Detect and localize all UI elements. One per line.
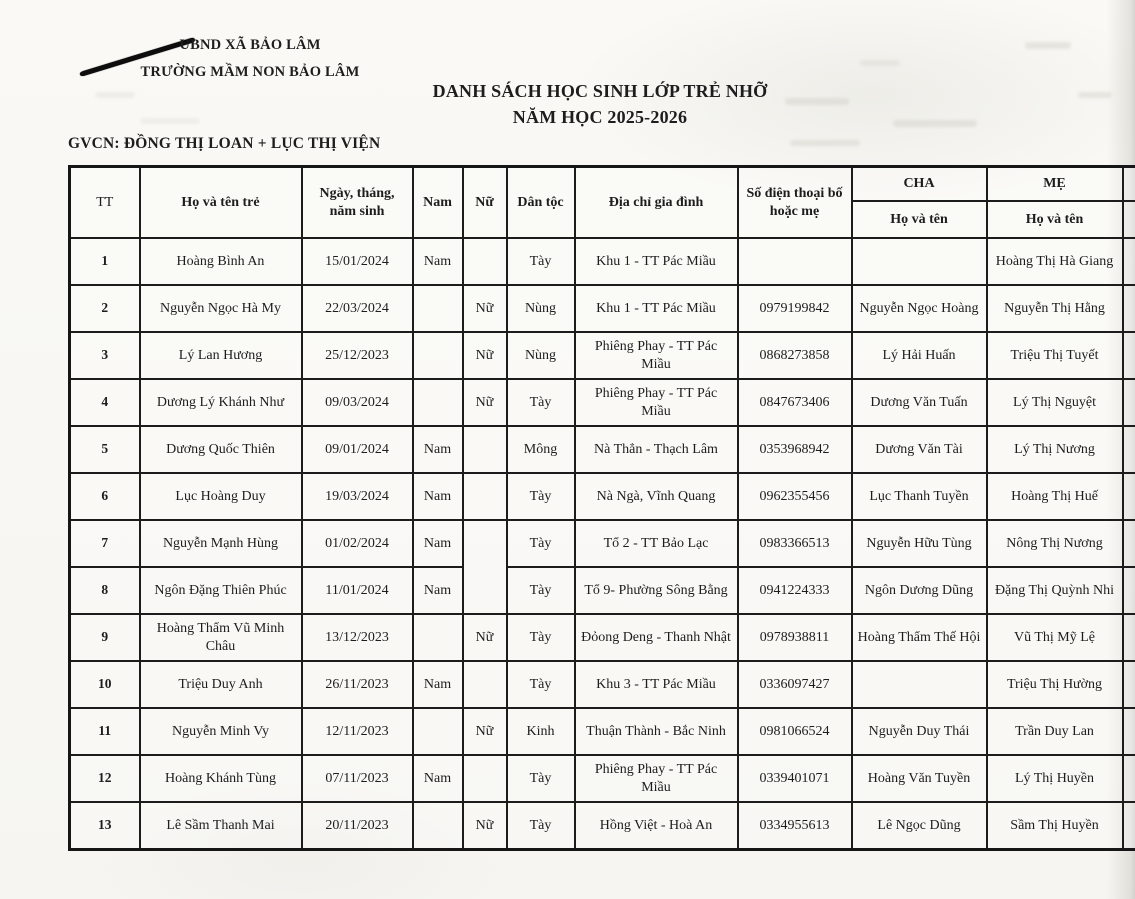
- cell-ethnic: Kinh: [507, 708, 575, 755]
- cell-cutoff: [1123, 473, 1135, 520]
- cell-cutoff: [1123, 332, 1135, 379]
- cell-name: Hoàng Thẩm Vũ Minh Châu: [140, 614, 302, 661]
- cell-father: Dương Văn Tài: [852, 426, 987, 473]
- cell-mother: Đặng Thị Quỳnh Nhi: [987, 567, 1123, 614]
- col-header-dob: Ngày, tháng, năm sinh: [302, 167, 413, 239]
- col-header-male: Nam: [413, 167, 463, 239]
- cell-name: Dương Lý Khánh Như: [140, 379, 302, 426]
- cell-name: Nguyễn Minh Vy: [140, 708, 302, 755]
- cell-female: Nữ: [463, 708, 507, 755]
- bleed-through-artifact: [140, 118, 200, 124]
- cell-tt: 7: [70, 520, 140, 567]
- cell-mother: Lý Thị Huyền: [987, 755, 1123, 802]
- cell-cutoff: [1123, 755, 1135, 802]
- col-header-ethnic: Dân tộc: [507, 167, 575, 239]
- cell-tt: 5: [70, 426, 140, 473]
- cell-male: [413, 708, 463, 755]
- cell-male: Nam: [413, 426, 463, 473]
- cell-address: Khu 1 - TT Pác Miầu: [575, 285, 738, 332]
- table-row: [70, 567, 1135, 614]
- cell-tt: 8: [70, 567, 140, 614]
- cell-cutoff: [1123, 708, 1135, 755]
- cell-phone: 0979199842: [738, 285, 852, 332]
- cell-male: [413, 802, 463, 850]
- cell-ethnic: Nùng: [507, 332, 575, 379]
- cell-address: Hồng Việt - Hoà An: [575, 802, 738, 850]
- cell-father: Nguyễn Hữu Tùng: [852, 520, 987, 567]
- cell-address: Đỏong Deng - Thanh Nhật: [575, 614, 738, 661]
- cell-phone: 0339401071: [738, 755, 852, 802]
- cell-ethnic: Tày: [507, 614, 575, 661]
- bleed-through-artifact: [860, 60, 900, 66]
- homeroom-teachers-line: GVCN: ĐỒNG THỊ LOAN + LỤC THỊ VIỆN: [68, 135, 381, 152]
- cell-dob: 11/01/2024: [302, 567, 413, 614]
- cell-phone: 0978938811: [738, 614, 852, 661]
- cell-dob: 20/11/2023: [302, 802, 413, 850]
- cell-address: Khu 3 - TT Pác Miầu: [575, 661, 738, 708]
- cell-cutoff: [1123, 285, 1135, 332]
- cell-female: [463, 238, 507, 285]
- cell-male: Nam: [413, 473, 463, 520]
- cell-address: Tổ 2 - TT Bảo Lạc: [575, 520, 738, 567]
- cell-female: Nữ: [463, 379, 507, 426]
- cell-name: Hoàng Bình An: [140, 238, 302, 285]
- cell-father: Lê Ngọc Dũng: [852, 802, 987, 850]
- table-row: [70, 520, 1135, 567]
- cell-dob: 13/12/2023: [302, 614, 413, 661]
- bleed-through-artifact: [95, 92, 135, 98]
- cell-mother: Trần Duy Lan: [987, 708, 1123, 755]
- cell-cutoff: [1123, 238, 1135, 285]
- school-name: TRƯỜNG MẦM NON BẢO LÂM: [140, 64, 360, 80]
- cell-ethnic: Tày: [507, 802, 575, 850]
- cell-cutoff: [1123, 520, 1135, 567]
- cell-phone: 0847673406: [738, 379, 852, 426]
- cell-mother: Nông Thị Nương: [987, 520, 1123, 567]
- cell-mother: Vũ Thị Mỹ Lệ: [987, 614, 1123, 661]
- cell-address: Nà Ngà, Vĩnh Quang: [575, 473, 738, 520]
- cell-male: Nam: [413, 520, 463, 567]
- cell-phone: 0941224333: [738, 567, 852, 614]
- cell-name: Lý Lan Hương: [140, 332, 302, 379]
- cell-tt: 10: [70, 661, 140, 708]
- cell-ethnic: Tày: [507, 379, 575, 426]
- cell-address: Nà Thẳn - Thạch Lâm: [575, 426, 738, 473]
- cell-dob: 12/11/2023: [302, 708, 413, 755]
- cell-tt: 9: [70, 614, 140, 661]
- cell-phone: 0353968942: [738, 426, 852, 473]
- cell-female: Nữ: [463, 614, 507, 661]
- bleed-through-artifact: [1025, 42, 1071, 49]
- cell-male: [413, 285, 463, 332]
- cell-father: Lục Thanh Tuyền: [852, 473, 987, 520]
- col-header-mother-group: MẸ: [987, 167, 1123, 202]
- cell-name: Triệu Duy Anh: [140, 661, 302, 708]
- col-header-phone: Số điện thoại bố hoặc mẹ: [738, 167, 852, 239]
- student-roster-table: [68, 165, 1135, 851]
- table-row: [70, 238, 1135, 285]
- cell-dob: 07/11/2023: [302, 755, 413, 802]
- cell-father: [852, 238, 987, 285]
- cell-address: Thuận Thành - Bắc Ninh: [575, 708, 738, 755]
- cell-address: Phiêng Phay - TT Pác Miầu: [575, 755, 738, 802]
- cell-male: Nam: [413, 238, 463, 285]
- table-row: [70, 379, 1135, 426]
- cell-female: Nữ: [463, 802, 507, 850]
- cell-ethnic: Tày: [507, 238, 575, 285]
- cell-phone: 0981066524: [738, 708, 852, 755]
- cell-father: Ngôn Dương Dũng: [852, 567, 987, 614]
- cell-phone: 0868273858: [738, 332, 852, 379]
- cell-mother: Lý Thị Nương: [987, 426, 1123, 473]
- cell-ethnic: Tày: [507, 567, 575, 614]
- cell-phone: 0983366513: [738, 520, 852, 567]
- cell-female: [463, 473, 507, 520]
- table-row: [70, 614, 1135, 661]
- cell-female: Nữ: [463, 332, 507, 379]
- cell-ethnic: Tày: [507, 520, 575, 567]
- cell-male: [413, 379, 463, 426]
- col-header-tt: TT: [70, 167, 140, 239]
- cell-female: [463, 661, 507, 708]
- cell-dob: 09/01/2024: [302, 426, 413, 473]
- col-header-father-group: CHA: [852, 167, 987, 202]
- cell-female: [463, 426, 507, 473]
- organization-header: [120, 32, 380, 86]
- cell-dob: 09/03/2024: [302, 379, 413, 426]
- cell-name: Nguyễn Ngọc Hà My: [140, 285, 302, 332]
- cell-male: Nam: [413, 567, 463, 614]
- cell-cutoff: [1123, 379, 1135, 426]
- cell-cutoff: [1123, 661, 1135, 708]
- cell-ethnic: Mông: [507, 426, 575, 473]
- cell-name: Ngôn Đặng Thiên Phúc: [140, 567, 302, 614]
- cell-father: Lý Hải Huấn: [852, 332, 987, 379]
- cell-male: Nam: [413, 661, 463, 708]
- cell-mother: Lý Thị Nguyệt: [987, 379, 1123, 426]
- cell-mother: Sầm Thị Huyền: [987, 802, 1123, 850]
- cell-tt: 4: [70, 379, 140, 426]
- cell-ethnic: Tày: [507, 661, 575, 708]
- cell-tt: 12: [70, 755, 140, 802]
- cell-tt: 3: [70, 332, 140, 379]
- cell-male: [413, 332, 463, 379]
- cell-name: Hoàng Khánh Tùng: [140, 755, 302, 802]
- cell-father: [852, 661, 987, 708]
- bleed-through-artifact: [893, 120, 977, 127]
- bleed-through-artifact: [790, 140, 860, 146]
- cell-dob: 15/01/2024: [302, 238, 413, 285]
- cell-mother: Nguyễn Thị Hằng: [987, 285, 1123, 332]
- table-row: [70, 802, 1135, 850]
- table-row: [70, 755, 1135, 802]
- col-header-female: Nữ: [463, 167, 507, 239]
- cell-father: Dương Văn Tuấn: [852, 379, 987, 426]
- cell-cutoff: [1123, 614, 1135, 661]
- cell-ethnic: Tày: [507, 473, 575, 520]
- cell-address: Khu 1 - TT Pác Miầu: [575, 238, 738, 285]
- cell-name: Lục Hoàng Duy: [140, 473, 302, 520]
- col-header-address: Địa chỉ gia đình: [575, 167, 738, 239]
- cell-dob: 25/12/2023: [302, 332, 413, 379]
- col-header-name: Họ và tên trẻ: [140, 167, 302, 239]
- cell-address: Phiêng Phay - TT Pác Miầu: [575, 379, 738, 426]
- cell-female: [463, 755, 507, 802]
- cell-cutoff: [1123, 802, 1135, 850]
- cell-tt: 1: [70, 238, 140, 285]
- cell-male: [413, 614, 463, 661]
- cell-father: Hoàng Thẩm Thế Hội: [852, 614, 987, 661]
- cell-male: Nam: [413, 755, 463, 802]
- table-row: [70, 473, 1135, 520]
- cell-tt: 2: [70, 285, 140, 332]
- cell-dob: 22/03/2024: [302, 285, 413, 332]
- cell-address: Phiêng Phay - TT Pác Miầu: [575, 332, 738, 379]
- col-header-cutoff: [1123, 201, 1135, 238]
- cell-tt: 6: [70, 473, 140, 520]
- table-row: [70, 285, 1135, 332]
- table-row: [70, 661, 1135, 708]
- document-title-line2: NĂM HỌC 2025-2026: [512, 107, 688, 127]
- cell-address: Tổ 9- Phường Sông Bằng: [575, 567, 738, 614]
- cell-phone: [738, 238, 852, 285]
- bleed-through-artifact: [1078, 92, 1112, 98]
- student-table-body: [70, 238, 1135, 850]
- cell-dob: 19/03/2024: [302, 473, 413, 520]
- table-row: [70, 426, 1135, 473]
- cell-phone: 0962355456: [738, 473, 852, 520]
- col-header-father-name: Họ và tên: [852, 201, 987, 238]
- cell-mother: Triệu Thị Hường: [987, 661, 1123, 708]
- cell-cutoff: [1123, 567, 1135, 614]
- cell-name: Lê Sầm Thanh Mai: [140, 802, 302, 850]
- cell-father: Nguyễn Ngọc Hoàng: [852, 285, 987, 332]
- cell-mother: Triệu Thị Tuyết: [987, 332, 1123, 379]
- cell-ethnic: Tày: [507, 755, 575, 802]
- document-title: [350, 78, 850, 130]
- cell-mother: Hoàng Thị Hà Giang: [987, 238, 1123, 285]
- col-header-mother-name: Họ và tên: [987, 201, 1123, 238]
- col-header-cutoff: [1123, 167, 1135, 202]
- document-title-line1: DANH SÁCH HỌC SINH LỚP TRẺ NHỠ: [432, 81, 768, 101]
- cell-phone: 0336097427: [738, 661, 852, 708]
- cell-dob: 26/11/2023: [302, 661, 413, 708]
- cell-name: Dương Quốc Thiên: [140, 426, 302, 473]
- org-name: UBND XÃ BẢO LÂM: [179, 37, 321, 53]
- cell-name: Nguyễn Mạnh Hùng: [140, 520, 302, 567]
- cell-father: Nguyễn Duy Thái: [852, 708, 987, 755]
- cell-cutoff: [1123, 426, 1135, 473]
- cell-ethnic: Nùng: [507, 285, 575, 332]
- cell-female: [463, 520, 507, 614]
- cell-tt: 13: [70, 802, 140, 850]
- cell-female: Nữ: [463, 285, 507, 332]
- cell-father: Hoàng Văn Tuyền: [852, 755, 987, 802]
- table-row: [70, 708, 1135, 755]
- table-row: [70, 332, 1135, 379]
- cell-tt: 11: [70, 708, 140, 755]
- cell-mother: Hoàng Thị Huế: [987, 473, 1123, 520]
- cell-phone: 0334955613: [738, 802, 852, 850]
- cell-dob: 01/02/2024: [302, 520, 413, 567]
